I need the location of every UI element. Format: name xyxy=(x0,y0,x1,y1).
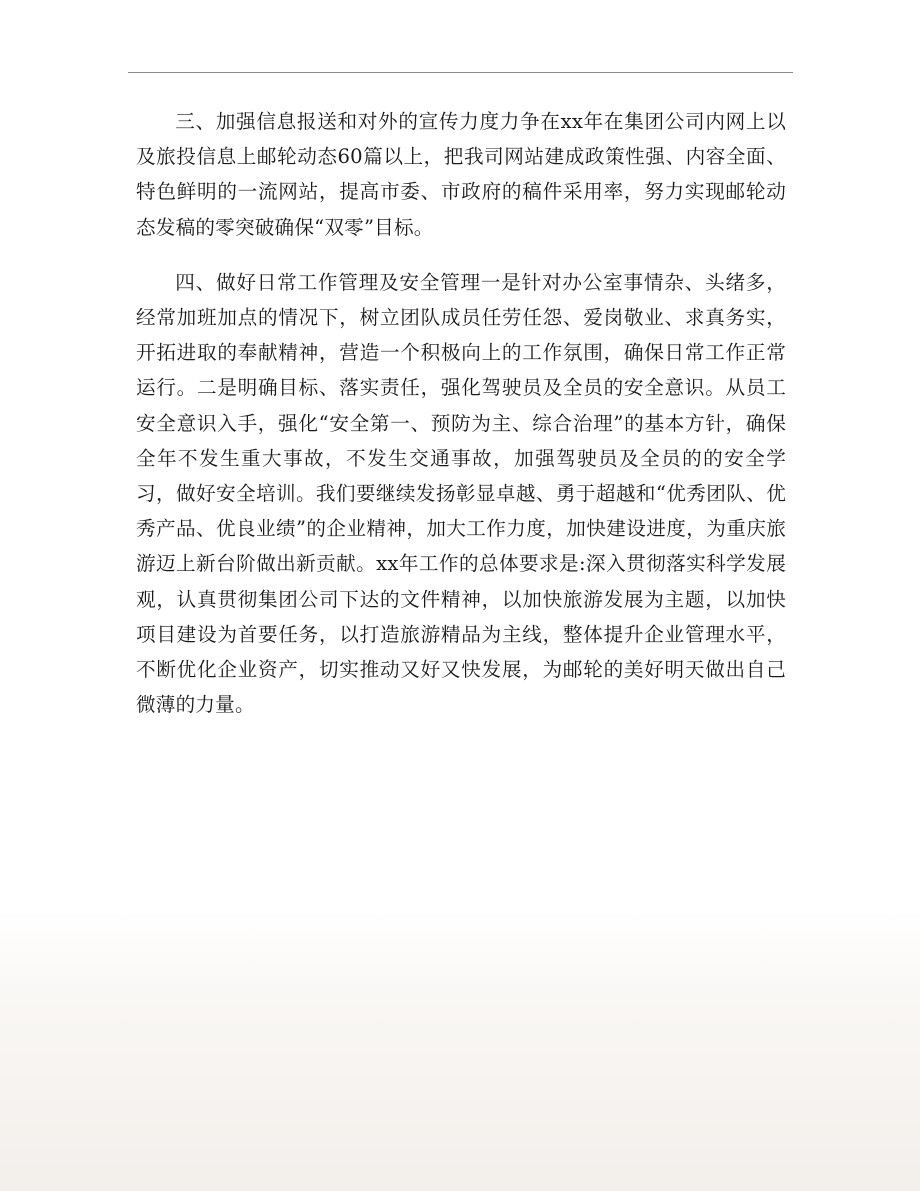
document-body xyxy=(136,104,786,722)
paragraph-three: 三、加强信息报送和对外的宣传力度力争在xx年在集团公司内网上以及旅投信息上邮轮动态60篇以上，把我司网站建成政策性强、内容全面、特色鲜明的一流网站，提高市委、市政府的稿件采用率，努力实现邮轮动态发稿的零突破确保“双零”目标。 xyxy=(136,110,786,239)
header-divider xyxy=(128,72,793,73)
paragraph-four: 四、做好日常工作管理及安全管理一是针对办公室事情杂、头绪多，经常加班加点的情况下，树立团队成员任劳任怨、爱岗敬业、求真务实，开拓进取的奉献精神，营造一个积极向上的工作氛围，确保日常工作正常运行。二是明确目标、落实责任，强化驾驶员及全员的安全意识。从员工安全意识入手，强化“安全第一、预防为主、综合治理”的基本方针，确保全年不发生重大事故，不发生交通事故，加强驾驶员及全员的的安全学习，做好安全培训。我们要继续发扬彰显卓越、勇于超越和“优秀团队、优秀产品、优良业绩”的企业精神，加大工作力度，加快建设进度，为重庆旅游迈上新台阶做出新贡献。xx年工作的总体要求是:深入贯彻落实科学发展观，认真贯彻集团公司下达的文件精神，以加快旅游发展为主题，以加快项目建设为首要任务，以打造旅游精品为主线，整体提升企业管理水平，不断优化企业资产，切实推动又好又快发展，为邮轮的美好明天做出自己微薄的力量。 xyxy=(136,270,786,717)
page-bottom-texture xyxy=(0,910,920,1191)
